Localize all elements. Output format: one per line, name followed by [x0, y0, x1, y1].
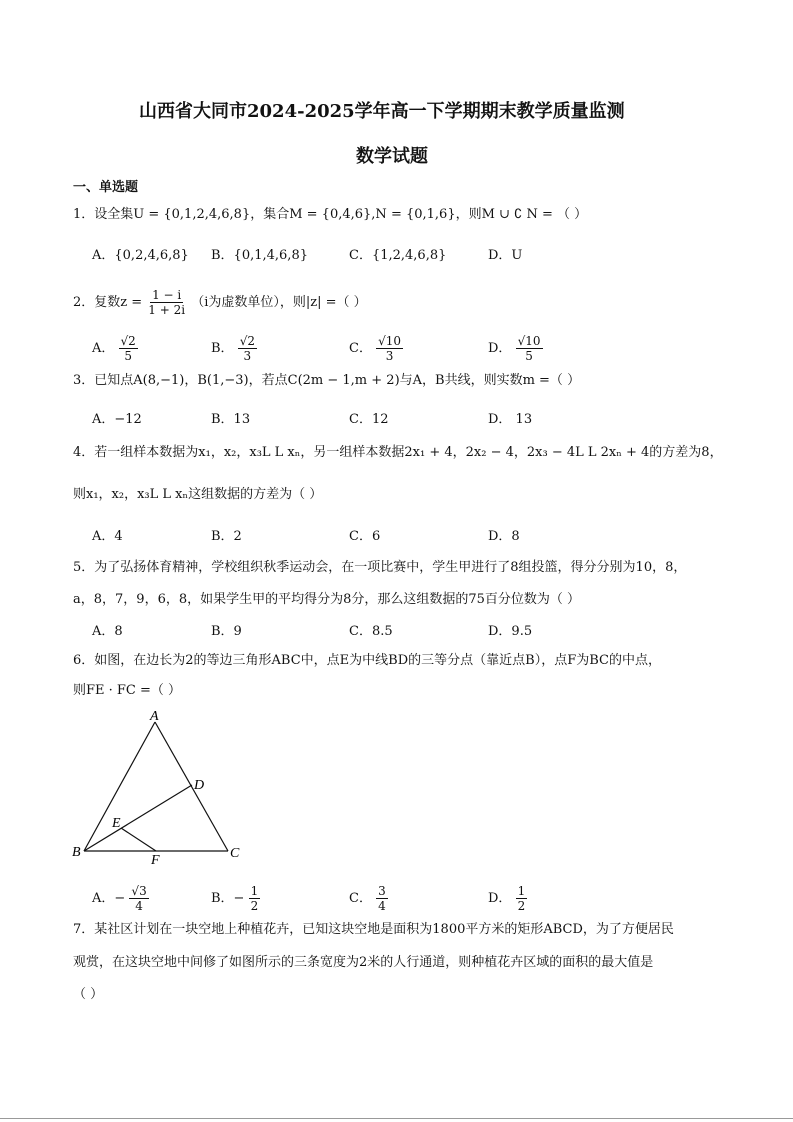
q2-stem-post: （i为虚数单位），则|z| =（ ） — [191, 295, 367, 310]
q1-option-a: A．{0,2,4,6,8} — [92, 248, 189, 263]
page-subtitle: 数学试题 — [356, 146, 428, 167]
q6-option-c-den: 4 — [378, 899, 386, 913]
q6-option-b-den: 2 — [250, 899, 259, 913]
q6-option-c — [349, 884, 388, 913]
q1-stem: 1．设全集U = {0,1,2,4,6,8}，集合M = {0,4,6},N = {0,1,6}，则M ∪ ∁ N = （ ） — [73, 207, 588, 222]
q6-option-a-label: A．− — [92, 891, 126, 906]
q2-option-b-fraction — [238, 334, 257, 363]
label-d: D — [194, 778, 205, 793]
q2-option-c-den: 3 — [385, 349, 394, 363]
q2-option-b — [211, 334, 257, 363]
q2-option-b-den: 3 — [243, 349, 252, 363]
q2-numerator: 1 − i — [152, 288, 182, 302]
q2-denominator: 1 + 2i — [148, 303, 186, 317]
label-f: F — [151, 853, 160, 868]
q5-option-b: B．9 — [211, 624, 242, 639]
segment-ac — [155, 722, 228, 851]
q3-option-d: D． 13 — [488, 412, 533, 427]
q5-stem-line2: a，8，7，9，6，8，如果学生甲的平均得分为8分，那么这组数据的75百分位数为（ ） — [73, 592, 581, 607]
q2-option-c-fraction — [376, 334, 403, 363]
q6-option-a-den: 4 — [135, 899, 143, 913]
label-b: B — [72, 845, 81, 860]
segment-bd — [84, 785, 192, 851]
q6-option-b-fraction — [249, 884, 261, 913]
q6-option-b-label: B．− — [211, 891, 245, 906]
triangle-figure — [64, 706, 254, 868]
q2-option-a-den: 5 — [124, 349, 132, 363]
q1-option-d: D．U — [488, 248, 523, 263]
q6-stem-line1: 6．如图，在边长为2的等边三角形ABC中，点E为中线BD的三等分点（靠近点B），点F为BC的中点， — [73, 653, 661, 668]
q6-option-c-num: 3 — [378, 884, 386, 898]
q6-option-a — [92, 884, 149, 913]
q7-stem-line2: 观赏，在这块空地中间修了如图所示的三条宽度为2米的人行通道，则种植花卉区域的面积的最大值是 — [73, 955, 654, 970]
q6-option-b-num: 1 — [250, 884, 259, 898]
q4-option-d: D．8 — [488, 529, 520, 544]
q6-option-d-fraction — [516, 884, 528, 913]
page-title: 山西省大同市2024-2025学年高一下学期期末教学质量监测 — [139, 101, 625, 122]
q2-option-a-label: A． — [92, 341, 115, 356]
q2-option-d-den: 5 — [525, 349, 533, 363]
q3-option-b: B．13 — [211, 412, 251, 427]
q3-stem: 3．已知点A(8,−1)，B(1,−3)，若点C(2m − 1,m + 2)与A，B共线，则实数m =（ ） — [73, 373, 581, 388]
q6-option-b — [211, 884, 260, 913]
q7-stem-line1: 7．某社区计划在一块空地上种植花卉，已知这块空地是面积为1800平方米的矩形ABCD，为了方便居民 — [73, 922, 674, 937]
page-bottom-rule — [0, 1118, 793, 1119]
q2-option-d — [488, 334, 543, 363]
q2-option-d-num: √10 — [517, 334, 541, 348]
q2-stem-pre: 2．复数z = — [73, 295, 143, 310]
q5-option-d: D．9.5 — [488, 624, 533, 639]
q1-option-b: B．{0,1,4,6,8} — [211, 248, 308, 263]
q2-stem — [73, 288, 367, 317]
q4-stem-line2: 则x₁，x₂，x₃L L xₙ这组数据的方差为（ ） — [73, 487, 323, 502]
section-heading: 一、单选题 — [73, 180, 139, 195]
q2-option-c-num: √10 — [378, 334, 402, 348]
q6-option-d — [488, 884, 527, 913]
q2-option-b-label: B． — [211, 341, 234, 356]
q2-option-a-num: √2 — [120, 334, 136, 348]
q5-stem-line1: 5．为了弘扬体育精神，学校组织秋季运动会，在一项比赛中，学生甲进行了8组投篮，得分分别为10，8， — [73, 560, 687, 575]
segment-ab — [84, 722, 155, 851]
q2-option-a-fraction — [119, 334, 138, 363]
q4-option-a: A．4 — [92, 529, 123, 544]
q3-option-a: A．−12 — [92, 412, 142, 427]
q6-option-d-num: 1 — [517, 884, 526, 898]
q2-option-b-num: √2 — [239, 334, 255, 348]
q2-option-c-label: C． — [349, 341, 372, 356]
q2-option-d-fraction — [516, 334, 543, 363]
q6-stem-line2: 则FE · FC =（ ） — [73, 683, 182, 698]
q5-option-c: C．8.5 — [349, 624, 393, 639]
label-a: A — [150, 709, 159, 724]
q7-stem-line3: （ ） — [73, 987, 104, 1002]
q4-stem-line1: 4．若一组样本数据为x₁，x₂，x₃L L xₙ，另一组样本数据2x₁ + 4，2x₂ − 4，2x₃ − 4L L 2xₙ + 4的方差为8， — [73, 445, 723, 460]
q6-option-c-fraction — [376, 884, 388, 913]
q6-option-d-den: 2 — [517, 899, 526, 913]
q6-option-c-label: C． — [349, 891, 372, 906]
q6-option-d-label: D． — [488, 891, 512, 906]
q3-option-c: C．12 — [349, 412, 389, 427]
q4-option-c: C．6 — [349, 529, 381, 544]
label-c: C — [230, 846, 240, 861]
q2-option-d-label: D． — [488, 341, 512, 356]
q4-option-b: B．2 — [211, 529, 242, 544]
q1-option-c: C．{1,2,4,6,8} — [349, 248, 447, 263]
q6-option-a-num: √3 — [131, 884, 147, 898]
segment-ef — [121, 828, 156, 851]
q2-option-a — [92, 334, 138, 363]
q2-option-c — [349, 334, 403, 363]
q2-fraction — [146, 288, 187, 317]
label-e: E — [112, 816, 121, 831]
q6-option-a-fraction — [129, 884, 148, 913]
q5-option-a: A．8 — [92, 624, 123, 639]
